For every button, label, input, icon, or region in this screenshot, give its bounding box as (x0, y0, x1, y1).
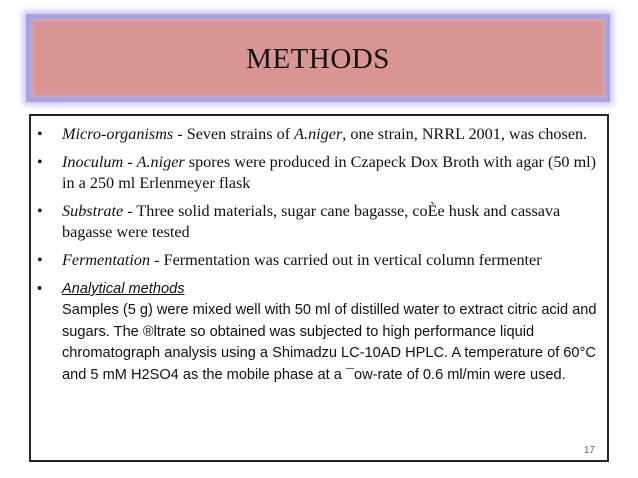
bullet-text: - Three solid materials, sugar cane bagasse, coÈe husk and cassava bagasse were tested (62, 202, 561, 241)
bullet-fermentation (31, 250, 607, 271)
page-number: 17 (583, 445, 595, 456)
bullet-term: Micro-organisms (62, 125, 174, 143)
bullet-term: Substrate (62, 202, 124, 220)
species-name: A.niger (294, 125, 343, 143)
bullet-text: - (123, 153, 137, 171)
section-heading: Analytical methods (62, 281, 185, 297)
bullet-marker: • (37, 251, 43, 269)
bullet-analytical-methods (31, 279, 607, 386)
bullet-marker: • (37, 202, 43, 220)
bullet-marker: • (37, 153, 43, 171)
bullet-text: spores were produced in Czapeck Dox Broth with agar (50 ml) in a 250 ml Erlenmeyer flask (62, 153, 597, 192)
bullet-term: Inoculum (62, 153, 124, 171)
bullet-substrate (31, 201, 607, 243)
bullet-marker: • (37, 281, 43, 297)
slide-title: METHODS (246, 43, 390, 75)
bullet-text: , one strain, NRRL 2001, was chosen. (342, 125, 588, 143)
analytical-body: Samples (5 g) were mixed well with 50 ml of distilled water to extract citric acid and sugars. The ®ltrate so obtained was subjected to high performance liquid chromatograph analysis using a Shimadzu LC-10AD HPLC. A temperature of 60°C and 5 mM H2SO4 as the mobile phase at a ¯ow-rate of 0.6 ml/min were used. (62, 302, 597, 383)
title-banner (26, 14, 610, 102)
content-box (29, 114, 609, 462)
methods-list (31, 124, 607, 393)
bullet-micro-organisms (31, 124, 607, 145)
bullet-marker: • (37, 125, 43, 143)
bullet-text: - Fermentation was carried out in vertical column fermenter (150, 251, 542, 269)
bullet-text: - Seven strains of (173, 125, 295, 143)
bullet-inoculum (31, 152, 607, 194)
bullet-term: Fermentation (62, 251, 151, 269)
species-name: A.niger (136, 153, 185, 171)
